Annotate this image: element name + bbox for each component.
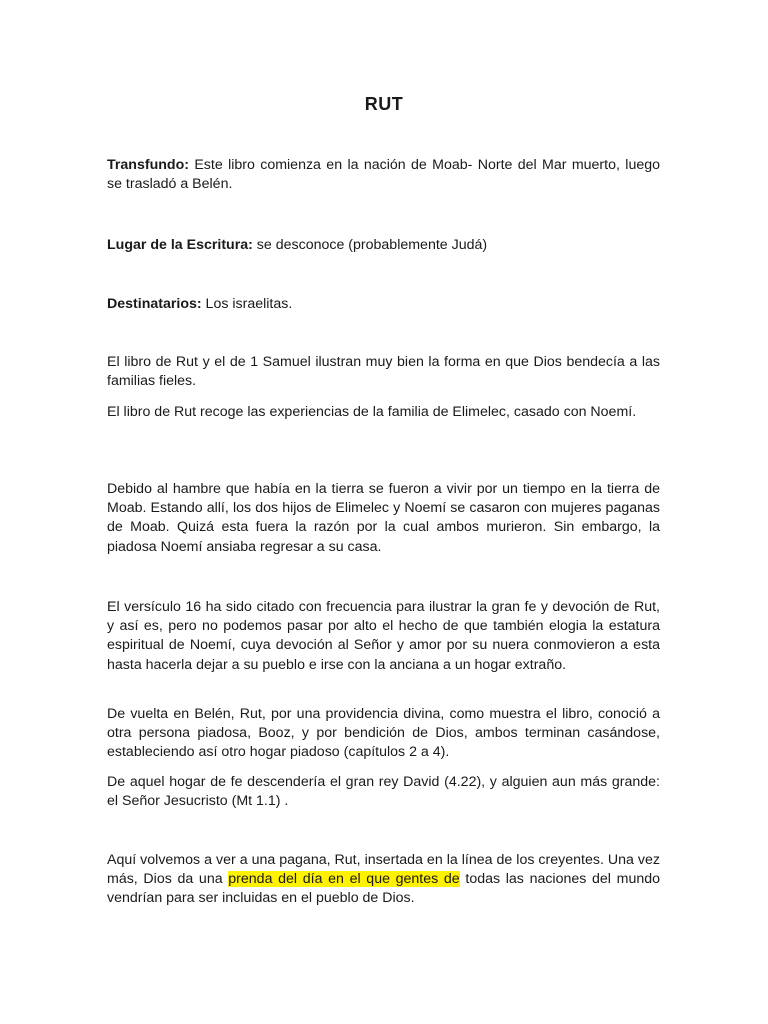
background-label: Transfundo: xyxy=(107,157,189,173)
recipients-text: Los israelitas. xyxy=(201,296,293,312)
writing-place-paragraph xyxy=(107,236,660,255)
body-paragraph-3: Debido al hambre que había en la tierra se fueron a vivir por un tiempo en la tierra de Moab. Estando allí, los dos hijos de Elimelec y Noemí se casaron con mujeres paganas de Moab. Quizá esta fuera la razón por la cual ambos murieron. Sin embargo, la piadosa Noemí ansiaba regresar a su casa. xyxy=(107,481,660,555)
writing-place-text: se desconoce (probablemente Judá) xyxy=(252,237,488,253)
recipients-paragraph xyxy=(107,295,660,314)
writing-place-label: Lugar de la Escritura: xyxy=(107,237,253,253)
body-paragraph-2: El libro de Rut recoge las experiencias de la familia de Elimelec, casado con Noemí. xyxy=(107,404,637,420)
closing-paragraph xyxy=(107,851,660,909)
body-paragraph-4: El versículo 16 ha sido citado con frecuencia para ilustrar la gran fe y devoción de Rut, y así es, pero no podemos pasar por alto el hecho de que también elogia la estatura espiritual de Noemí, cuya devoción al Señor y amor por su nuera conmovieron a esta hasta hacerla dejar a su pueblo e irse con la anciana a un hogar extraño. xyxy=(107,599,660,673)
closing-text-before: Aquí volvemos a ver a una pagana, Rut, insertada en la línea de los creyentes. Una vez más, Dios da una xyxy=(107,852,660,888)
background-text: Este libro comienza en la nación de Moab- Norte del Mar muerto, luego se trasladó a Belén. xyxy=(107,157,660,193)
document-title: RUT xyxy=(364,94,404,114)
recipients-label: Destinatarios: xyxy=(107,296,202,312)
body-paragraph-1: El libro de Rut y el de 1 Samuel ilustran muy bien la forma en que Dios bendecía a las familias fieles. xyxy=(107,354,660,390)
highlighted-text: prenda del día en el que gentes de xyxy=(228,871,460,888)
body-paragraph-6: De aquel hogar de fe descendería el gran rey David (4.22), y alguien aun más grande: el Señor Jesucristo (Mt 1.1) . xyxy=(107,774,660,810)
closing-text-after: todas las naciones del mundo vendrían para ser incluidas en el pueblo de Dios. xyxy=(107,871,661,907)
body-paragraph-5: De vuelta en Belén, Rut, por una providencia divina, como muestra el libro, conoció a otra persona piadosa, Booz, y por bendición de Dios, ambos terminan casándose, estableciendo así otro hogar piadoso (capítulos 2 a 4). xyxy=(107,706,660,761)
background-paragraph xyxy=(107,156,660,194)
